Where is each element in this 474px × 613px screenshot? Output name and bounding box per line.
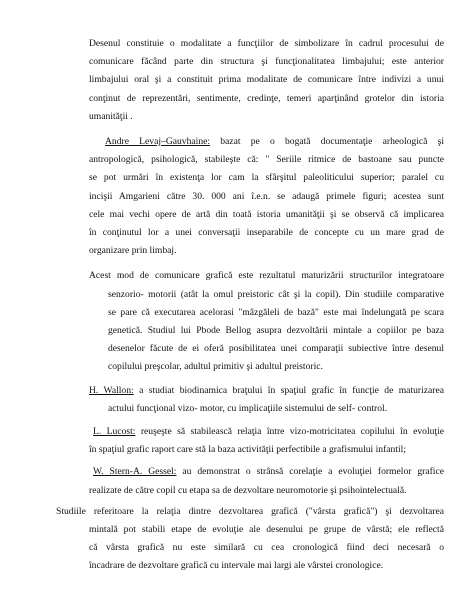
text-line: H. Wallon: a studiat biodinamica braţului în spaţiul grafic în funcţie de maturizarea: [89, 384, 444, 396]
paragraph-3-body: [108, 286, 444, 377]
paragraph-4: [89, 382, 444, 400]
text-line: umanităţii .: [89, 110, 133, 122]
text-line: se pot urmări în existenţa lor cam la sfârşitul paleoliticului superior; paralel cu: [89, 172, 444, 184]
text-line: L. Lucost: reuşeşte să stabilească relaţia între vizo-motricitatea copilului în evoluţie: [93, 426, 444, 437]
paragraph-4-body: [108, 400, 444, 418]
text-line: Acest mod de comunicare grafică este rezultatul maturizării structurilor integratoare: [89, 270, 444, 282]
text-line: genetică. Studiul lui Pbode Bellog asupra dezvoltării mintale a copiilor pe baza: [108, 325, 444, 336]
text-line: se pare că executarea acelorasi "mâzgăleli de bază" este mai îndelungată pe scara: [108, 306, 444, 318]
paragraph-2: [89, 133, 444, 260]
paragraph-7-body: [89, 521, 444, 576]
text-line: actului funcţional vizo- motor, cu implicaţiile sistemului de self- control.: [108, 402, 388, 414]
text-line: realizate de către copil cu etapa sa de dezvoltare neuromotorie şi psihointelectuală.: [89, 484, 407, 496]
paragraph-6: [89, 463, 444, 481]
text-line: Andre Levaj–Gauvhaine: bazat pe o bogată documentaţie arheologică şi: [105, 136, 444, 147]
text-line: cele mai vechi opere de artă din toată istoria umanităţii şi se observă că implicarea: [89, 208, 444, 220]
text-line: W. Stern-A. Gessel: au demonstrat o strânsă corelaţie a evoluţiei formelor grafice: [93, 466, 444, 478]
author-name: Andre Levaj–Gauvhaine:: [105, 136, 211, 147]
text-line: incişii Amgarieni către 30. 000 ani î.e.n. se adaugă primele figuri; acestea sunt: [89, 190, 444, 202]
text-line: în spaţiul grafic raport care stă la baza activităţii perfectibile a grafismului infantil;: [89, 444, 406, 456]
text-line: conţinut de reprezentări, sentimente, credinţe, temeri aparţinând grotelor din istoria: [89, 92, 444, 104]
author-name: H. Wallon:: [89, 384, 134, 396]
text-line: desenelor făcute de ei oferă posibilitatea unei comparaţii subiective între desenul: [108, 343, 444, 355]
author-name: W. Stern-A. Gessel:: [93, 466, 177, 478]
text-line: limbajului oral şi a constituit prima modalitate de comunicare între indivizi a unui: [89, 74, 444, 86]
paragraph-5: [89, 423, 444, 441]
text-line: încadrare de dezvoltare grafică cu intervale mai largi ale vârstei cronologice.: [89, 560, 384, 572]
text-line: copilului preşcolar, adultul primitiv şi adultul preistoric.: [108, 361, 323, 373]
text-line: comunicare făcând parte din structura şi funcţionalitatea limbajului; este anterior: [89, 56, 444, 68]
text-line: senzorio- motorii (atât la omul preistoric cât şi la copil). Din studiile comparative: [108, 288, 444, 300]
paragraph-1-body: [89, 53, 444, 126]
paragraph-5-body: [89, 441, 444, 459]
text-line: organizare prin limbaj.: [89, 245, 177, 257]
text-line: în conţinutul lor a unei conversaţii inseparabile de concepte cu un mare grad de: [89, 227, 444, 239]
text-line: mintală pot stabili etape de evoluţie ale desenului pe grupe de vârstă; ele reflectă: [89, 524, 444, 535]
text-line: Desenul constituie o modalitate a funcţiilor de simbolizare în cadrul procesului de: [89, 38, 444, 49]
paragraph-7: [56, 503, 444, 521]
text-line: că vârsta grafică nu este similară cu cea cronologică fiind deci necesară o: [89, 542, 444, 554]
text-line: Studiile referitoare la relaţia dintre dezvoltarea grafică ("vârsta grafică") şi dezvoltarea: [56, 505, 444, 517]
author-name: L. Lucost:: [93, 426, 136, 437]
text-line: antropologică, psihologică, stabileşte că: " Seriile ritmice de bastoane sau puncte: [89, 154, 444, 166]
paragraph-6-body: [89, 482, 444, 500]
paragraph-3: [89, 267, 444, 285]
